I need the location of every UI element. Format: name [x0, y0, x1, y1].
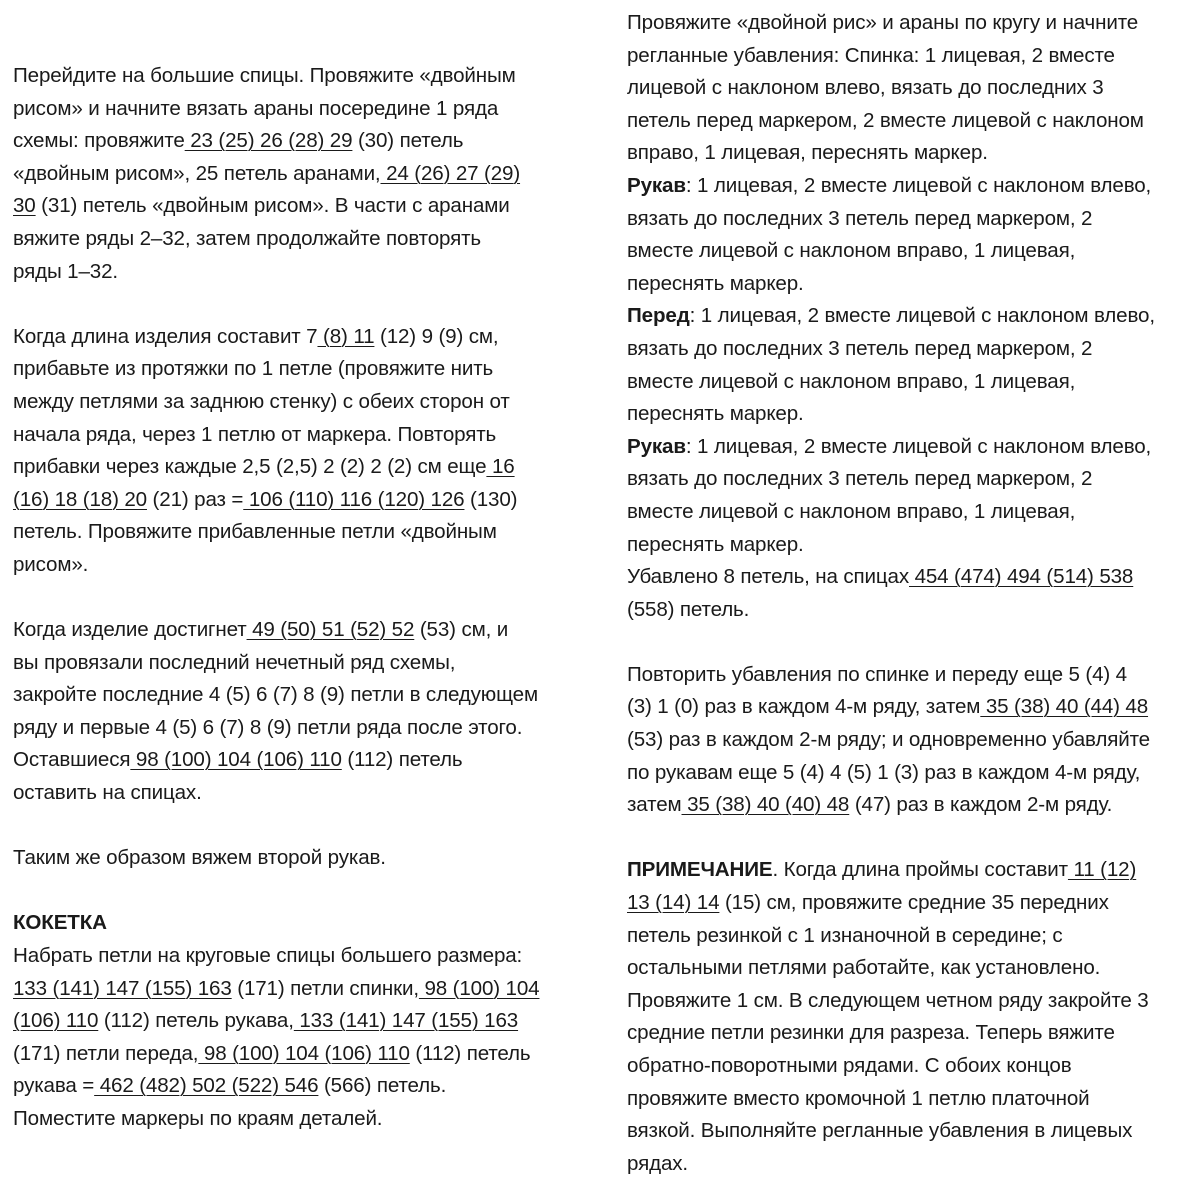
text-line — [13, 907, 573, 940]
text-line — [13, 973, 573, 1006]
underlined-value: 49 (50) 51 (52) 52 — [246, 618, 415, 642]
text-segment: между петлями за заднюю стенку) с обеих сторон от — [13, 389, 510, 413]
text-line — [627, 268, 1192, 301]
text-segment: регланные убавления: Спинка: 1 лицевая, 2 вместе — [627, 43, 1115, 67]
text-segment: переснять маркер. — [627, 271, 804, 295]
text-line — [627, 757, 1192, 790]
underlined-value: 98 (100) 104 (106) 110 — [130, 748, 342, 772]
left-column — [13, 60, 573, 1136]
text-line — [627, 398, 1192, 431]
text-segment: ряды 1–32. — [13, 259, 118, 283]
text-segment: Провяжите «двойной рис» и араны по кругу и начните — [627, 11, 1139, 34]
text-line — [13, 353, 573, 386]
text-line — [13, 451, 573, 484]
text-line — [627, 887, 1192, 920]
text-segment: Убавлено 8 петель, на спицах — [627, 565, 909, 589]
underlined-value: (8) 11 — [317, 324, 375, 348]
text-line — [13, 744, 573, 777]
text-line — [13, 60, 573, 93]
text-segment: Когда длина изделия составит 7 — [13, 324, 318, 348]
text-segment: вместе лицевой с наклоном вправо, 1 лицевая, — [627, 369, 1076, 393]
text-line — [13, 777, 573, 810]
text-line — [13, 93, 573, 126]
text-segment: прибавки через каждые 2,5 (2,5) 2 (2) 2 (2) см еще — [13, 455, 487, 479]
underlined-value: 30 — [13, 194, 36, 218]
text-segment: Оставшиеся — [13, 748, 131, 772]
text-line — [13, 712, 573, 745]
paragraph-armhole-bindoff — [13, 614, 573, 810]
text-segment: : 1 лицевая, 2 вместе лицевой с наклоном влево, — [685, 173, 1152, 197]
text-line — [627, 920, 1192, 953]
underlined-value: 16 — [486, 455, 515, 479]
text-segment: вы провязали последний нечетный ряд схемы, — [13, 650, 456, 674]
paragraph-large-needles — [13, 60, 573, 288]
text-segment: (53) см, и — [414, 618, 509, 642]
bold-text: Рукав — [627, 173, 686, 197]
text-segment: петель перед маркером, 2 вместе лицевой с наклоном — [627, 108, 1144, 132]
text-segment: (30) петель — [352, 129, 464, 153]
text-line — [13, 614, 573, 647]
text-segment: рисом». — [13, 552, 89, 576]
text-segment: вместе лицевой с наклоном вправо, 1 лицевая, — [627, 239, 1076, 263]
text-segment: рядах. — [627, 1151, 688, 1175]
text-line — [13, 125, 573, 158]
text-segment: (171) петли переда, — [13, 1041, 199, 1065]
text-line — [627, 1115, 1192, 1148]
text-line — [13, 1038, 573, 1071]
text-line — [627, 659, 1192, 692]
text-segment: переснять маркер. — [627, 532, 804, 556]
text-segment: начала ряда, через 1 петлю от маркера. Повторять — [13, 422, 497, 446]
bold-text: ПРИМЕЧАНИЕ — [627, 858, 773, 882]
text-segment: (566) петель. — [318, 1074, 447, 1098]
text-line — [627, 789, 1192, 822]
underlined-value: 24 (26) 27 (29) — [380, 161, 521, 185]
text-line — [13, 321, 573, 354]
text-line — [13, 842, 573, 875]
text-segment: вязать до последних 3 петель перед маркером, 2 — [627, 336, 1093, 360]
text-line — [13, 484, 573, 517]
text-line — [627, 496, 1192, 529]
text-line — [627, 40, 1192, 73]
text-segment: оставить на спицах. — [13, 781, 202, 805]
text-segment: рукава = — [13, 1074, 95, 1098]
underlined-value: 106 (110) 116 (120) 126 — [243, 487, 465, 511]
text-segment: остальными петлями работайте, как установлено. — [627, 956, 1101, 980]
text-segment: вязкой. Выполняйте регланные убавления в лицевых — [627, 1119, 1133, 1143]
text-segment: . Когда длина проймы составит — [772, 858, 1068, 882]
text-segment: Провяжите 1 см. В следующем четном ряду закройте 3 — [627, 988, 1149, 1012]
text-segment: : 1 лицевая, 2 вместе лицевой с наклоном влево, — [685, 434, 1152, 458]
paragraph-increases — [13, 321, 573, 582]
underlined-value: 133 (141) 147 (155) 163 — [13, 976, 232, 1000]
underlined-value: 462 (482) 502 (522) 546 — [94, 1074, 319, 1098]
text-line — [627, 1083, 1192, 1116]
text-line — [627, 1050, 1192, 1083]
text-line — [627, 952, 1192, 985]
underlined-value: 35 (38) 40 (40) 48 — [681, 793, 850, 817]
text-segment: (171) петли спинки, — [231, 976, 419, 1000]
text-segment: рисом» и начните вязать араны посередине 1 ряда — [13, 96, 499, 120]
text-segment: по рукавам еще 5 (4) 4 (5) 1 (3) раз в каждом 4-м ряду, — [627, 760, 1141, 784]
text-segment: Повторить убавления по спинке и переду еще 5 (4) 4 — [627, 662, 1127, 686]
underlined-value: 35 (38) 40 (44) 48 — [980, 695, 1149, 719]
underlined-value: 454 (474) 494 (514) 538 — [909, 565, 1134, 589]
paragraph-yoke — [13, 907, 573, 1135]
underlined-value: 11 (12) — [1067, 858, 1137, 882]
underlined-value: 13 (14) 14 — [627, 891, 720, 915]
text-line — [627, 137, 1192, 170]
text-segment: провяжите вместо кромочной 1 петлю платочной — [627, 1086, 1090, 1110]
text-segment: Поместите маркеры по краям деталей. — [13, 1107, 383, 1130]
text-segment: (3) 1 (0) раз в каждом 4-м ряду, затем — [627, 695, 981, 719]
text-segment: вправо, 1 лицевая, переснять маркер. — [627, 141, 988, 165]
text-line — [627, 463, 1192, 496]
paragraph-note — [627, 854, 1192, 1180]
text-line — [627, 724, 1192, 757]
text-segment: схемы: провяжите — [13, 129, 185, 153]
text-segment: закройте последние 4 (5) 6 (7) 8 (9) петли в следующем — [13, 683, 538, 707]
text-segment: вязать до последних 3 петель перед маркером, 2 — [627, 467, 1093, 491]
text-segment: (112) петель рукава, — [98, 1009, 294, 1033]
text-segment: переснять маркер. — [627, 402, 804, 426]
underlined-value: 23 (25) 26 (28) 29 — [184, 129, 353, 153]
text-line — [13, 386, 573, 419]
text-segment: Набрать петли на круговые спицы большего размера: — [13, 944, 523, 968]
underlined-value: 98 (100) 104 (106) 110 — [198, 1041, 410, 1065]
text-segment: (31) петель «двойным рисом». В части с аранами — [35, 194, 510, 218]
text-line — [627, 985, 1192, 1018]
bold-text: Перед — [627, 304, 690, 328]
text-line — [627, 170, 1192, 203]
text-segment: средние петли резинки для разреза. Теперь вяжите — [627, 1021, 1115, 1045]
underlined-value: (16) 18 (18) 20 — [13, 487, 147, 511]
text-segment: (15) см, провяжите средние 35 передних — [719, 891, 1109, 915]
paragraph-second-sleeve — [13, 842, 573, 875]
text-segment: (21) раз = — [146, 487, 244, 511]
right-column — [627, 7, 1192, 1180]
text-line — [13, 679, 573, 712]
text-line — [13, 419, 573, 452]
text-line — [627, 1017, 1192, 1050]
text-line — [627, 529, 1192, 562]
text-segment: (53) раз в каждом 2-м ряду; и одновременно убавляйте — [627, 728, 1150, 752]
text-segment: (112) петель — [409, 1041, 531, 1065]
paragraph-repeat-decreases — [627, 659, 1192, 822]
underlined-value: (106) 110 — [13, 1009, 99, 1033]
text-line — [13, 647, 573, 680]
text-segment: (112) петель — [341, 748, 463, 772]
text-segment: вместе лицевой с наклоном вправо, 1 лицевая, — [627, 499, 1076, 523]
text-segment: петель резинкой с 1 изнаночной в середине; с — [627, 923, 1063, 947]
text-line — [627, 854, 1192, 887]
text-segment: Перейдите на большие спицы. Провяжите «двойным — [13, 64, 516, 87]
text-segment: вязать до последних 3 петель перед маркером, 2 — [627, 206, 1093, 230]
text-line — [627, 366, 1192, 399]
text-line — [13, 158, 573, 191]
text-line — [627, 72, 1192, 105]
text-segment: петель. Провяжите прибавленные петли «двойным — [13, 520, 497, 544]
text-segment: лицевой с наклоном влево, вязать до последних 3 — [627, 76, 1104, 100]
text-line — [13, 1103, 573, 1136]
text-line — [13, 549, 573, 582]
text-segment: вяжите ряды 2–32, затем продолжайте повторять — [13, 226, 481, 250]
text-line — [627, 333, 1192, 366]
paragraph-raglan-decreases — [627, 7, 1192, 626]
text-line — [627, 691, 1192, 724]
text-segment: Таким же образом вяжем второй рукав. — [13, 846, 386, 870]
bold-text: КОКЕТКА — [13, 911, 107, 935]
text-segment: ряду и первые 4 (5) 6 (7) 8 (9) петли ряда после этого. — [13, 715, 523, 739]
text-line — [627, 594, 1192, 627]
text-segment: (47) раз в каждом 2-м ряду. — [849, 793, 1113, 817]
text-line — [13, 940, 573, 973]
text-line — [13, 1070, 573, 1103]
text-segment: «двойным рисом», 25 петель аранами, — [13, 161, 381, 185]
text-line — [627, 561, 1192, 594]
text-line — [13, 1005, 573, 1038]
text-segment: (12) 9 (9) см, — [374, 324, 499, 348]
text-line — [627, 431, 1192, 464]
text-segment: Когда изделие достигнет — [13, 618, 247, 642]
text-segment: (130) — [464, 487, 518, 511]
text-line — [13, 223, 573, 256]
text-line — [627, 203, 1192, 236]
text-segment: затем — [627, 793, 682, 817]
text-line — [627, 235, 1192, 268]
text-line — [627, 7, 1192, 40]
text-line — [627, 1148, 1192, 1181]
text-segment: прибавьте из протяжки по 1 петле (провяжите нить — [13, 357, 494, 381]
text-line — [627, 105, 1192, 138]
bold-text: Рукав — [627, 434, 686, 458]
underlined-value: 133 (141) 147 (155) 163 — [293, 1009, 519, 1033]
text-segment: обратно-поворотными рядами. С обоих концов — [627, 1054, 1072, 1077]
text-segment: (558) петель. — [627, 597, 750, 621]
text-line — [13, 256, 573, 289]
text-segment: : 1 лицевая, 2 вместе лицевой с наклоном влево, — [689, 304, 1155, 328]
text-line — [13, 516, 573, 549]
text-line — [627, 300, 1192, 333]
underlined-value: 98 (100) 104 — [418, 976, 540, 1000]
text-line — [13, 190, 573, 223]
